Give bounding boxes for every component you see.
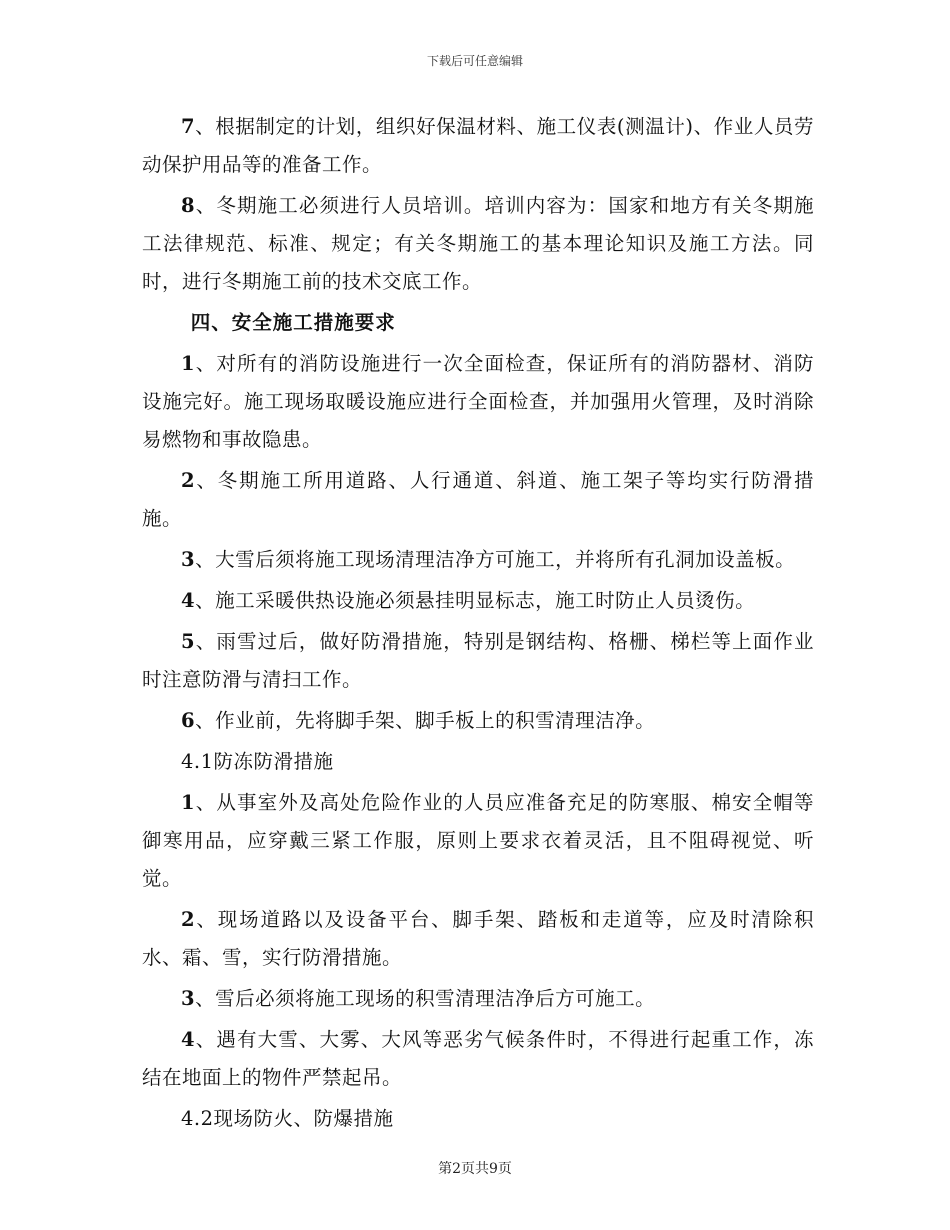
- paragraph-number: 7: [181, 115, 196, 138]
- paragraph-text: 、从事室外及高处危险作业的人员应准备充足的防寒服、棉安全帽等御寒用品，应穿戴三紧工作服，原则上要求衣着灵活，且不阻碍视觉、听觉。: [142, 791, 814, 890]
- paragraph-text: 、冬期施工必须进行人员培训。培训内容为：国家和地方有关冬期施工法律规范、标准、规定；有关冬期施工的基本理论知识及施工方法。同时，进行冬期施工前的技术交底工作。: [142, 194, 814, 293]
- subsection-heading: [142, 1100, 814, 1138]
- paragraph-item-8: [142, 187, 814, 301]
- document-body: [142, 108, 814, 1141]
- paragraph-text: 、根据制定的计划，组织好保温材料、施工仪表(测温计)、作业人员劳动保护用品等的准备工作。: [142, 115, 814, 176]
- paragraph-text: 、雪后必须将施工现场的积雪清理洁净后方可施工。: [195, 987, 656, 1010]
- paragraph-number: 1: [181, 352, 196, 375]
- paragraph-text: 、雨雪过后，做好防滑措施，特别是钢结构、格栅、梯栏等上面作业时注意防滑与清扫工作。: [142, 630, 814, 691]
- paragraph-item-4: [142, 582, 814, 620]
- paragraph-item-2: [142, 901, 814, 977]
- paragraph-item-3: [142, 541, 814, 579]
- paragraph-number: 4: [181, 589, 196, 612]
- paragraph-text: 、施工采暖供热设施必须悬挂明显标志，施工时防止人员烫伤。: [195, 589, 756, 612]
- paragraph-item-1: [142, 345, 814, 459]
- paragraph-number: 1: [181, 791, 196, 814]
- paragraph-text: 、冬期施工所用道路、人行通道、斜道、施工架子等均实行防滑措施。: [142, 469, 814, 530]
- subsection-heading: [142, 743, 814, 781]
- paragraph-item-7: [142, 108, 814, 184]
- subsection-heading-text: 4.1防冻防滑措施: [181, 750, 334, 773]
- page-header: 下载后可任意编辑: [426, 54, 523, 68]
- paragraph-item-3: [142, 980, 814, 1018]
- paragraph-number: 3: [181, 987, 196, 1010]
- paragraph-item-4: [142, 1021, 814, 1097]
- paragraph-number: 4: [181, 1028, 196, 1051]
- paragraph-item-6: [142, 702, 814, 740]
- paragraph-number: 6: [181, 709, 196, 732]
- subsection-heading-text: 4.2现场防火、防爆措施: [181, 1107, 394, 1130]
- paragraph-text: 、现场道路以及设备平台、脚手架、踏板和走道等，应及时清除积水、霜、雪，实行防滑措施。: [142, 908, 814, 969]
- paragraph-number: 2: [181, 469, 196, 492]
- paragraph-number: 5: [181, 630, 196, 653]
- paragraph-item-2: [142, 462, 814, 538]
- paragraph-number: 8: [181, 194, 196, 217]
- section-heading-text: 四、安全施工措施要求: [190, 311, 396, 334]
- page-footer: 第2页共9页: [438, 1161, 512, 1177]
- section-heading: [142, 304, 814, 342]
- paragraph-number: 3: [181, 548, 196, 571]
- paragraph-text: 、作业前，先将脚手架、脚手板上的积雪清理洁净。: [195, 709, 656, 732]
- paragraph-item-5: [142, 623, 814, 699]
- paragraph-text: 、对所有的消防设施进行一次全面检查，保证所有的消防器材、消防设施完好。施工现场取暖设施应进行全面检查，并加强用火管理，及时消除易燃物和事故隐患。: [142, 352, 814, 451]
- paragraph-number: 2: [181, 908, 196, 931]
- paragraph-text: 、大雪后须将施工现场清理洁净方可施工，并将所有孔洞加设盖板。: [195, 548, 796, 571]
- paragraph-item-1: [142, 784, 814, 898]
- paragraph-text: 、遇有大雪、大雾、大风等恶劣气候条件时，不得进行起重工作，冻结在地面上的物件严禁起吊。: [142, 1028, 814, 1089]
